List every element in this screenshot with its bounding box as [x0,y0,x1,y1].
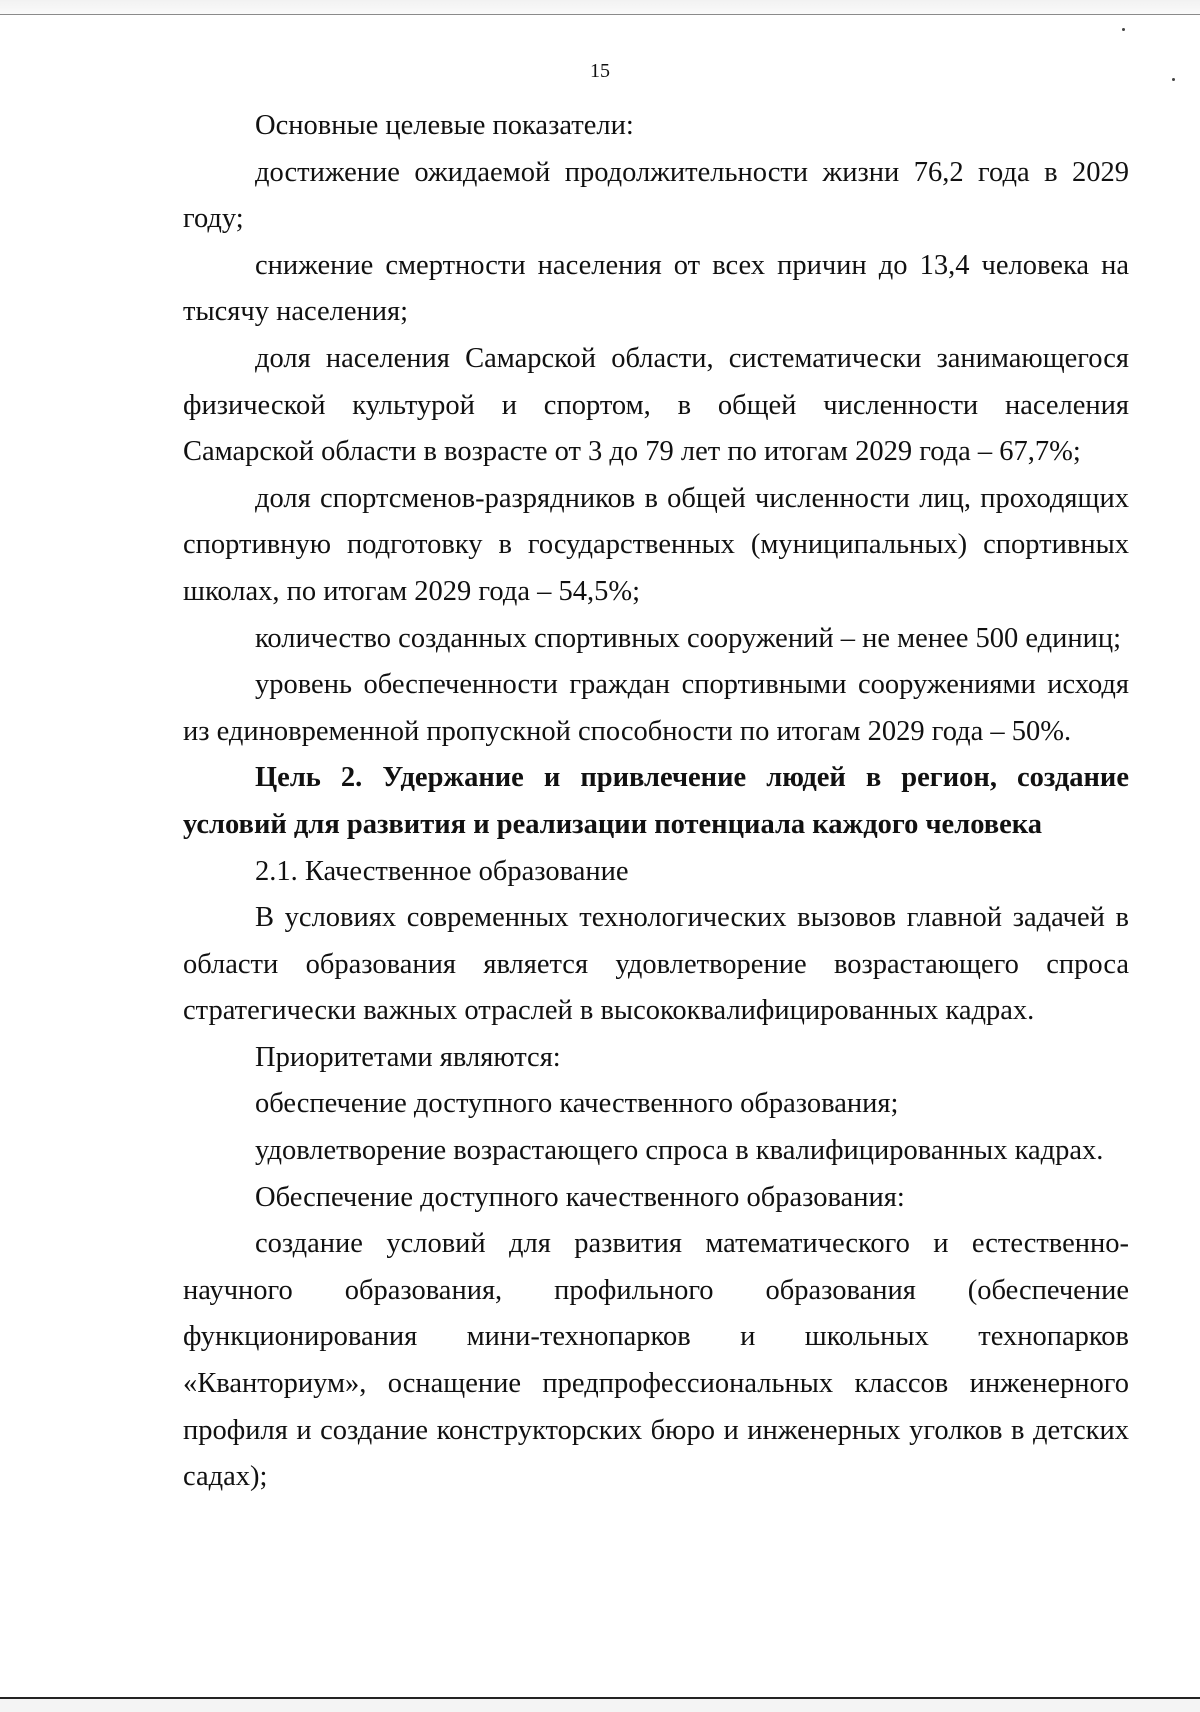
subsection-heading-education: 2.1. Качественное образование [255,855,629,887]
paragraph-sport-facilities: количество созданных спортивных сооружений – не менее 500 единиц; [255,622,1122,654]
paragraph-priority-access: обеспечение доступного качественного образования; [255,1088,899,1120]
paragraph-athletes-share: доля спортсменов-разрядников в общей численности лиц, проходящих спортивную подготовку в государственных (муниципальных) спортивных школах, по итогам 2029 года – 54,5%; [183,482,1129,607]
paragraph-targets-heading: Основные целевые показатели: [255,110,634,141]
paragraph-stem-conditions: создание условий для развития математического и естественно-научного образования, профильного образования (обеспечение функционирования мини-технопарков и школьных технопарков «Кванториум», оснащение предпрофессиональных классов инженерного профиля и создание конструкторских бюро и инженерных уголков в детских садах); [183,1228,1129,1493]
paragraph-life-expectancy: достижение ожидаемой продолжительности жизни 76,2 года в 2029 году; [183,156,1129,235]
section-heading-goal-2: Цель 2. Удержание и привлечение людей в регион, создание условий для развития и реализации потенциала каждого человека [183,762,1129,840]
paragraph-mortality: снижение смертности населения от всех причин до 13,4 человека на тысячу населения; [183,249,1129,328]
paragraph-access-heading: Обеспечение доступного качественного образования: [255,1181,905,1213]
scan-speck [1122,28,1125,31]
page-number: 15 [590,60,610,82]
paragraph-sport-share: доля населения Самарской области, систематически занимающегося физической культурой и спортом, в общей численности населения Самарской области в возрасте от 3 до 79 лет по итогам 2029 года – 67,7%; [183,342,1129,468]
paragraph-priority-skilled: удовлетворение возрастающего спроса в квалифицированных кадрах. [255,1135,1104,1167]
paragraph-education-challenge: В условиях современных технологических вызовов главной задачей в области образования является удовлетворение возрастающего спроса стратегически важных отраслей в высококвалифицированных кадрах. [183,902,1129,1027]
page-body [183,103,1129,1501]
paragraph-facility-provision: уровень обеспеченности граждан спортивными сооружениями исходя из единовременной пропускной способности по итогам 2029 года – 50%. [183,669,1129,747]
scan-speck [1172,78,1175,81]
paragraph-priorities-heading: Приоритетами являются: [255,1041,561,1073]
scan-top-edge [0,0,1200,15]
